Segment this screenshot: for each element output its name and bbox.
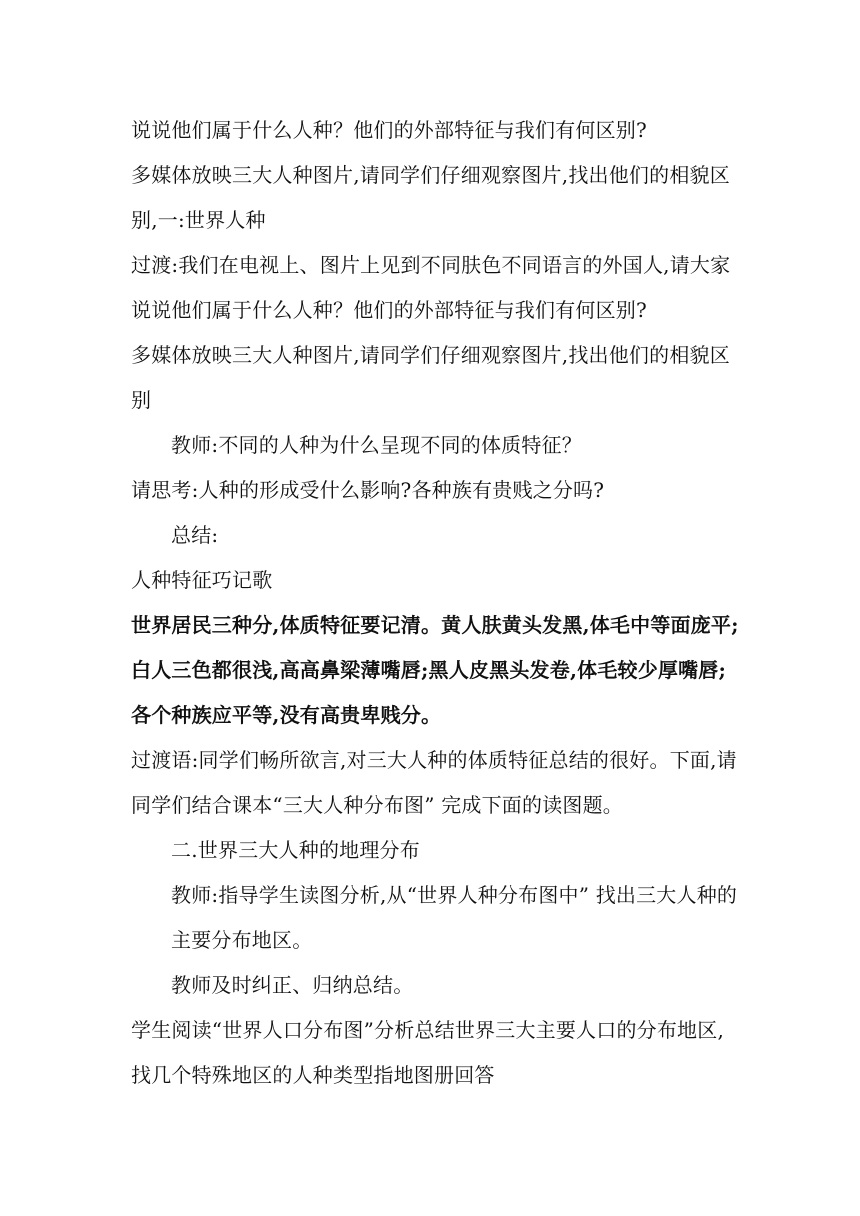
paragraph-multimedia: 多媒体放映三大人种图片,请同学们仔细观察图片,找出他们的相貌区别 (131, 343, 730, 412)
paragraph-student-read: 学生阅读“世界人口分布图”分析总结世界三大主要人口的分布地区,找几个特殊地区的人种类型指地图册回答 (131, 1018, 725, 1087)
paragraph-question: 说说他们属于什么人种？他们的外部特征与我们有何区别? (131, 118, 647, 142)
paragraph-song-lyrics: 世界居民三种分,体质特征要记清。黄人肤黄头发黑,体毛中等面庞平;白人三色都很浅,高高鼻梁薄嘴唇;黑人皮黑头发卷,体毛较少厚嘴唇;各个种族应平等,没有高贵卑贱分。 (131, 613, 739, 727)
paragraph-teacher-guide: 教师:指导学生读图分析,从“世界人种分布图中” 找出三大人种的主要分布地区。 (171, 883, 738, 952)
paragraph-song-title: 人种特征巧记歌 (131, 568, 273, 592)
paragraph-transition: 过渡:我们在电视上、图片上见到不同肤色不同语言的外国人,请大家说说他们属于什么人种？他们的外部特征与我们有何区别? (131, 253, 731, 322)
paragraph-summary-label: 总结: (171, 523, 219, 547)
paragraph-teacher-correct: 教师及时纠正、归纳总结。 (171, 973, 414, 997)
paragraph-think: 请思考:人种的形成受什么影响?各种族有贵贱之分吗? (131, 478, 605, 502)
paragraph-transition-2: 过渡语:同学们畅所欲言,对三大人种的体质特征总结的很好。下面,请同学们结合课本“三大人种分布图” 完成下面的读图题。 (131, 748, 737, 817)
paragraph-teacher-question: 教师:不同的人种为什么呈现不同的体质特征？ (171, 433, 582, 457)
document-body (131, 108, 743, 1098)
section-heading-distribution: 二.世界三大人种的地理分布 (171, 838, 420, 862)
paragraph-multimedia-intro: 多媒体放映三大人种图片,请同学们仔细观察图片,找出他们的相貌区别,一:世界人种 (131, 163, 730, 232)
